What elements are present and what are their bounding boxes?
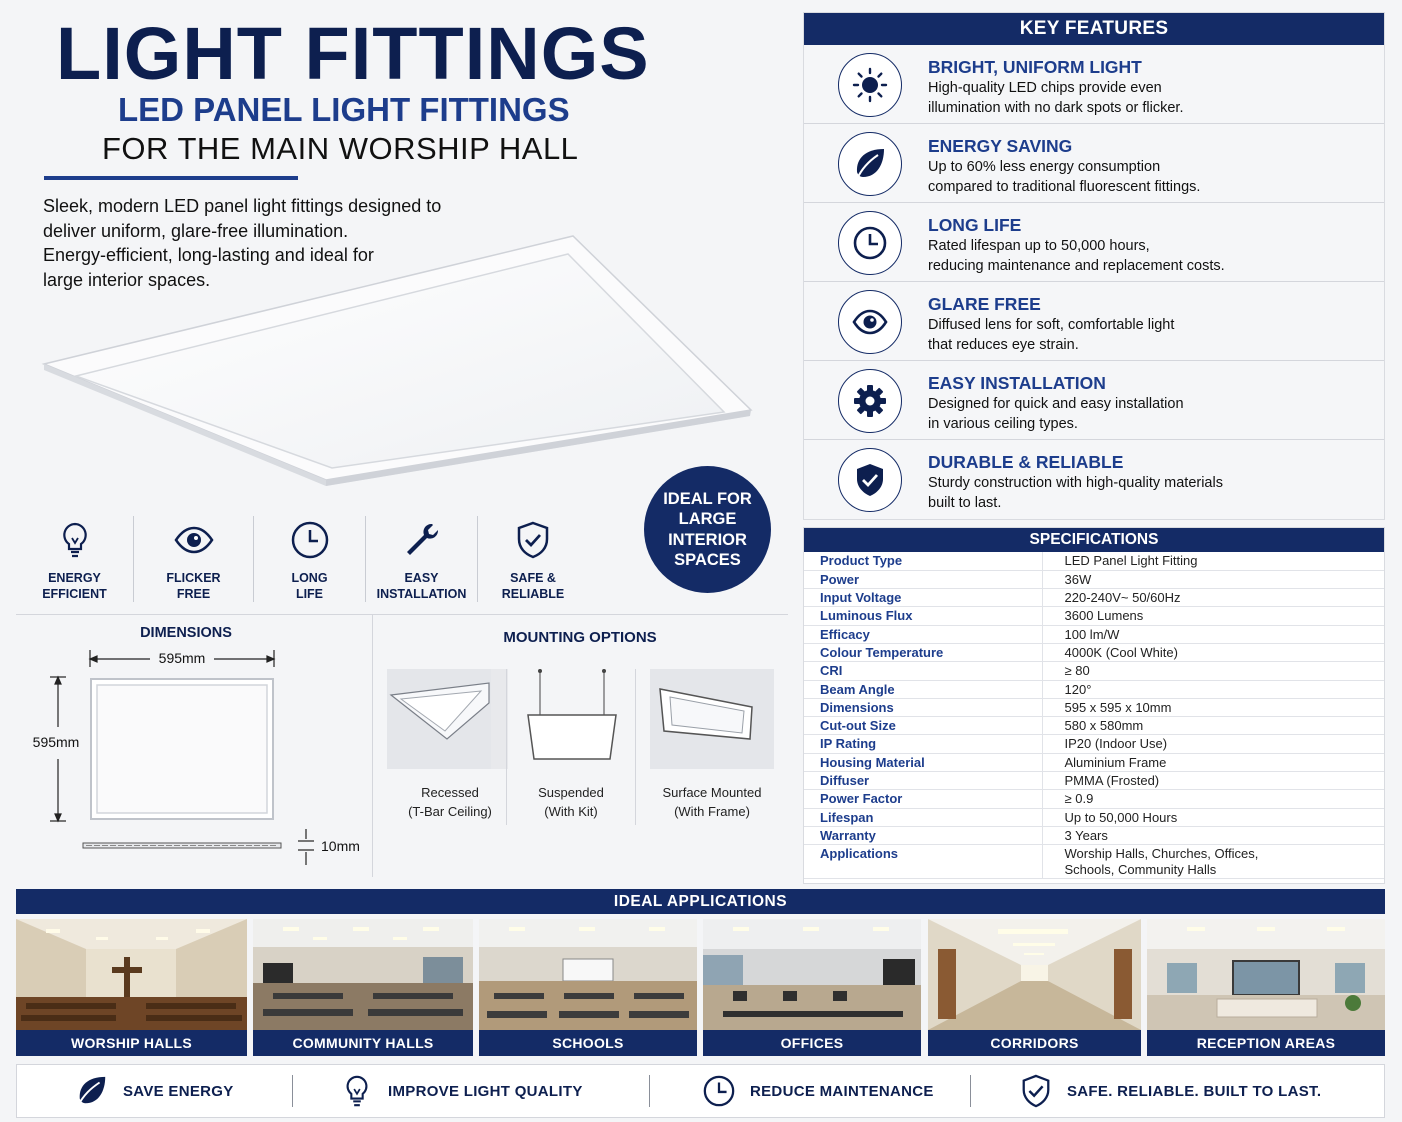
key-features-title: KEY FEATURES xyxy=(804,13,1384,45)
badge-line: LARGE xyxy=(678,510,737,528)
intro-line: large interior spaces. xyxy=(43,269,211,290)
spec-value xyxy=(1042,845,1384,879)
spec-value xyxy=(1042,717,1384,735)
key-feature-icon-wrap xyxy=(838,290,902,354)
spec-row xyxy=(804,753,1384,771)
key-feature-item xyxy=(804,282,1384,361)
benefit-save-energy xyxy=(75,1065,234,1117)
specifications-table xyxy=(804,552,1384,879)
page-subtitle-secondary: FOR THE MAIN WORSHIP HALL xyxy=(102,131,579,166)
spec-value xyxy=(1042,772,1384,790)
key-feature-desc xyxy=(928,237,1368,276)
spec-value-line: 4000K (Cool White) xyxy=(1064,644,1178,660)
spec-key: CRI xyxy=(804,662,1042,680)
key-feature-item xyxy=(804,203,1384,282)
clock-icon xyxy=(702,1074,736,1108)
eye-icon xyxy=(174,520,214,560)
page-title: LIGHT FITTINGS xyxy=(56,12,650,95)
spec-value xyxy=(1042,735,1384,753)
mount-option-label: (With Frame) xyxy=(674,804,750,819)
spec-value-line: ≥ 0.9 xyxy=(1064,791,1094,807)
spec-key: Colour Temperature xyxy=(804,643,1042,661)
spec-row xyxy=(804,772,1384,790)
dimensions-mounting-section xyxy=(16,614,788,876)
key-feature-desc-line: Up to 60% less energy consumption xyxy=(928,159,1161,175)
spec-row xyxy=(804,607,1384,625)
spec-key: Power xyxy=(804,570,1042,588)
spec-value xyxy=(1042,680,1384,698)
spec-key: Beam Angle xyxy=(804,680,1042,698)
spec-row xyxy=(804,808,1384,826)
spec-value-line: PMMA (Frosted) xyxy=(1064,773,1160,789)
feature-label: SAFE & xyxy=(510,571,556,585)
lightbulb-icon xyxy=(340,1074,374,1108)
application-tile-offices xyxy=(703,919,921,1056)
spec-value xyxy=(1042,662,1384,680)
key-feature-desc-line: compared to traditional fluorescent fittings. xyxy=(928,178,1201,195)
spec-key: Applications xyxy=(804,845,1042,879)
specifications-panel xyxy=(803,527,1385,884)
spec-key: Dimensions xyxy=(804,698,1042,716)
mount-option-label: Suspended xyxy=(538,785,604,800)
section-divider xyxy=(372,615,373,877)
feature-label: INSTALLATION xyxy=(376,587,467,601)
benefit-label: SAVE ENERGY xyxy=(123,1082,234,1100)
key-feature-desc xyxy=(928,158,1368,197)
key-feature-title: ENERGY SAVING xyxy=(928,136,1073,156)
spec-value xyxy=(1042,589,1384,607)
application-tile-community-halls xyxy=(253,919,473,1056)
feature-safe-reliable xyxy=(478,516,588,602)
spec-value-line: 36W xyxy=(1064,571,1092,587)
mount-separator xyxy=(635,669,636,825)
shield-check-icon xyxy=(852,462,888,498)
office-photo xyxy=(703,919,921,1030)
feature-label: FREE xyxy=(176,587,211,601)
intro-line: Energy-efficient, long-lasting and ideal for xyxy=(43,245,374,265)
key-feature-desc xyxy=(928,474,1368,513)
spec-value xyxy=(1042,552,1384,570)
feature-label: FLICKER xyxy=(166,571,221,585)
ideal-for-badge xyxy=(644,466,771,593)
spec-value-line: 120° xyxy=(1064,681,1092,697)
spec-row xyxy=(804,552,1384,570)
feature-label: EASY xyxy=(404,571,439,585)
spec-key: Efficacy xyxy=(804,625,1042,643)
mount-option-surface xyxy=(650,669,774,821)
ideal-applications-section xyxy=(16,889,1385,1056)
spec-value xyxy=(1042,826,1384,844)
spec-row xyxy=(804,680,1384,698)
clock-icon xyxy=(290,520,330,560)
spec-value-line: Up to 50,000 Hours xyxy=(1064,809,1178,825)
spec-key: Input Voltage xyxy=(804,589,1042,607)
benefit-separator xyxy=(970,1075,971,1107)
mount-separator xyxy=(506,669,507,825)
feature-label: EFFICIENT xyxy=(42,587,107,601)
key-feature-item xyxy=(804,45,1384,124)
wrench-icon xyxy=(402,520,442,560)
application-label: SCHOOLS xyxy=(479,1030,697,1056)
benefits-bar xyxy=(16,1064,1385,1118)
spec-value-line: 3 Years xyxy=(1064,827,1108,843)
feature-label: LIFE xyxy=(295,587,324,601)
key-feature-desc-line: that reduces eye strain. xyxy=(928,336,1079,353)
key-feature-desc xyxy=(928,395,1368,434)
key-feature-title: LONG LIFE xyxy=(928,215,1022,235)
spec-value xyxy=(1042,753,1384,771)
key-feature-desc-line: Rated lifespan up to 50,000 hours, xyxy=(928,238,1150,254)
feature-label: ENERGY xyxy=(48,571,101,585)
benefit-improve-light-quality xyxy=(340,1065,583,1117)
recessed-mount-image xyxy=(387,669,513,769)
spec-row xyxy=(804,717,1384,735)
dimension-width-label: 595mm xyxy=(158,650,206,666)
spec-key: Luminous Flux xyxy=(804,607,1042,625)
key-feature-item xyxy=(804,361,1384,440)
spec-key: IP Rating xyxy=(804,735,1042,753)
spec-value-line: ≥ 80 xyxy=(1064,663,1090,679)
key-feature-title: BRIGHT, UNIFORM LIGHT xyxy=(928,57,1142,77)
spec-value xyxy=(1042,607,1384,625)
key-feature-desc-line: illumination with no dark spots or flicker. xyxy=(928,99,1184,116)
key-feature-desc-line: Designed for quick and easy installation xyxy=(928,396,1184,412)
key-feature-desc-line: in various ceiling types. xyxy=(928,415,1078,432)
key-feature-item xyxy=(804,124,1384,203)
key-feature-desc xyxy=(928,79,1368,118)
spec-key: Housing Material xyxy=(804,753,1042,771)
corridor-photo xyxy=(928,919,1141,1030)
application-label: COMMUNITY HALLS xyxy=(253,1030,473,1056)
mount-option-suspended xyxy=(508,669,634,821)
reception-area-photo xyxy=(1147,919,1385,1030)
dimensions-diagram xyxy=(16,645,372,877)
spec-row xyxy=(804,643,1384,661)
dimensions-title: DIMENSIONS xyxy=(140,625,232,641)
mount-option-recessed xyxy=(387,669,513,821)
spec-key: Product Type xyxy=(804,552,1042,570)
feature-label: RELIABLE xyxy=(501,587,565,601)
key-feature-item xyxy=(804,440,1384,519)
spec-value-line: IP20 (Indoor Use) xyxy=(1064,736,1168,752)
application-label: WORSHIP HALLS xyxy=(16,1030,247,1056)
key-feature-title: EASY INSTALLATION xyxy=(928,373,1106,393)
shield-check-icon xyxy=(1019,1074,1053,1108)
benefit-separator xyxy=(292,1075,293,1107)
spec-value-line: 100 lm/W xyxy=(1064,626,1120,642)
application-tile-schools xyxy=(479,919,697,1056)
mount-option-label: Recessed xyxy=(421,785,479,800)
suspended-mount-image xyxy=(508,669,634,769)
spec-row xyxy=(804,625,1384,643)
spec-value-line: 595 x 595 x 10mm xyxy=(1064,699,1172,715)
dimension-height-label: 595mm xyxy=(32,734,80,750)
specifications-title: SPECIFICATIONS xyxy=(804,528,1384,552)
key-feature-icon-wrap xyxy=(838,369,902,433)
eye-icon xyxy=(852,304,888,340)
feature-strip xyxy=(16,516,588,602)
spec-key: Diffuser xyxy=(804,772,1042,790)
application-label: OFFICES xyxy=(703,1030,921,1056)
mounting-options-title: MOUNTING OPTIONS xyxy=(503,629,657,646)
spec-row xyxy=(804,698,1384,716)
surface-mount-image xyxy=(650,669,774,769)
spec-row xyxy=(804,589,1384,607)
spec-value xyxy=(1042,643,1384,661)
ideal-applications-title: IDEAL APPLICATIONS xyxy=(16,889,1385,914)
spec-value-line: Worship Halls, Churches, Offices, xyxy=(1064,846,1259,862)
spec-value xyxy=(1042,698,1384,716)
dimension-depth-label: 10mm xyxy=(321,838,360,854)
key-feature-desc-line: Diffused lens for soft, comfortable light xyxy=(928,317,1175,333)
spec-value-line: LED Panel Light Fitting xyxy=(1064,553,1198,568)
spec-row xyxy=(804,662,1384,680)
clock-icon xyxy=(852,225,888,261)
leaf-icon xyxy=(852,146,888,182)
spec-key: Power Factor xyxy=(804,790,1042,808)
key-feature-icon-wrap xyxy=(838,448,902,512)
key-features-panel xyxy=(803,12,1385,520)
lightbulb-icon xyxy=(55,520,95,560)
spec-row xyxy=(804,570,1384,588)
key-feature-icon-wrap xyxy=(838,211,902,275)
spec-value xyxy=(1042,625,1384,643)
key-feature-icon-wrap xyxy=(838,53,902,117)
benefit-safe-reliable xyxy=(1019,1065,1321,1117)
spec-value xyxy=(1042,808,1384,826)
feature-energy-efficient xyxy=(16,516,134,602)
spec-value xyxy=(1042,790,1384,808)
key-feature-icon-wrap xyxy=(838,132,902,196)
badge-line: IDEAL FOR xyxy=(663,489,752,508)
feature-flicker-free xyxy=(134,516,254,602)
key-feature-title: GLARE FREE xyxy=(928,294,1041,314)
community-hall-photo xyxy=(253,919,473,1030)
spec-value xyxy=(1042,570,1384,588)
spec-key: Cut-out Size xyxy=(804,717,1042,735)
spec-row xyxy=(804,790,1384,808)
feature-long-life xyxy=(254,516,366,602)
benefit-separator xyxy=(649,1075,650,1107)
application-tile-reception-areas xyxy=(1147,919,1385,1056)
key-feature-desc xyxy=(928,316,1368,355)
application-tile-worship-halls xyxy=(16,919,247,1056)
badge-line: SPACES xyxy=(674,551,741,569)
key-feature-desc-line: built to last. xyxy=(928,494,1002,511)
key-feature-desc-line: High-quality LED chips provide even xyxy=(928,80,1162,96)
spec-row xyxy=(804,845,1384,879)
spec-value-line: Schools, Community Halls xyxy=(1064,862,1217,878)
spec-row xyxy=(804,735,1384,753)
intro-line: Sleek, modern LED panel light fittings designed to xyxy=(43,196,442,216)
leaf-icon xyxy=(75,1074,109,1108)
feature-easy-installation xyxy=(366,516,478,602)
school-classroom-photo xyxy=(479,919,697,1030)
title-underline xyxy=(44,176,298,180)
spec-key: Lifespan xyxy=(804,808,1042,826)
spec-key: Warranty xyxy=(804,826,1042,844)
spec-row xyxy=(804,826,1384,844)
gear-icon xyxy=(852,383,888,419)
shield-check-icon xyxy=(513,520,553,560)
application-tile-corridors xyxy=(928,919,1141,1056)
application-label: RECEPTION AREAS xyxy=(1147,1030,1385,1056)
sun-icon xyxy=(852,67,888,103)
mount-option-label: (With Kit) xyxy=(544,804,598,819)
benefit-reduce-maintenance xyxy=(702,1065,934,1117)
page-subtitle: LED PANEL LIGHT FITTINGS xyxy=(118,91,570,128)
mount-option-label: Surface Mounted xyxy=(662,785,762,800)
key-feature-desc-line: Sturdy construction with high-quality materials xyxy=(928,475,1223,491)
benefit-label: REDUCE MAINTENANCE xyxy=(750,1082,934,1100)
spec-value-line: 580 x 580mm xyxy=(1064,718,1144,734)
spec-value-line: Aluminium Frame xyxy=(1064,754,1167,770)
badge-line: INTERIOR xyxy=(668,530,747,549)
worship-hall-photo xyxy=(16,919,247,1030)
intro-line: deliver uniform, glare-free illumination. xyxy=(43,220,349,241)
benefit-label: IMPROVE LIGHT QUALITY xyxy=(388,1082,583,1100)
key-feature-desc-line: reducing maintenance and replacement costs. xyxy=(928,257,1225,274)
mount-option-label: (T-Bar Ceiling) xyxy=(408,804,492,819)
spec-value-line: 3600 Lumens xyxy=(1064,608,1144,624)
application-label: CORRIDORS xyxy=(928,1030,1141,1056)
key-feature-title: DURABLE & RELIABLE xyxy=(928,452,1124,472)
spec-value-line: 220-240V~ 50/60Hz xyxy=(1064,590,1181,606)
benefit-label: SAFE. RELIABLE. BUILT TO LAST. xyxy=(1067,1082,1322,1100)
feature-label: LONG xyxy=(291,571,328,585)
led-panel-product-image xyxy=(40,230,760,500)
